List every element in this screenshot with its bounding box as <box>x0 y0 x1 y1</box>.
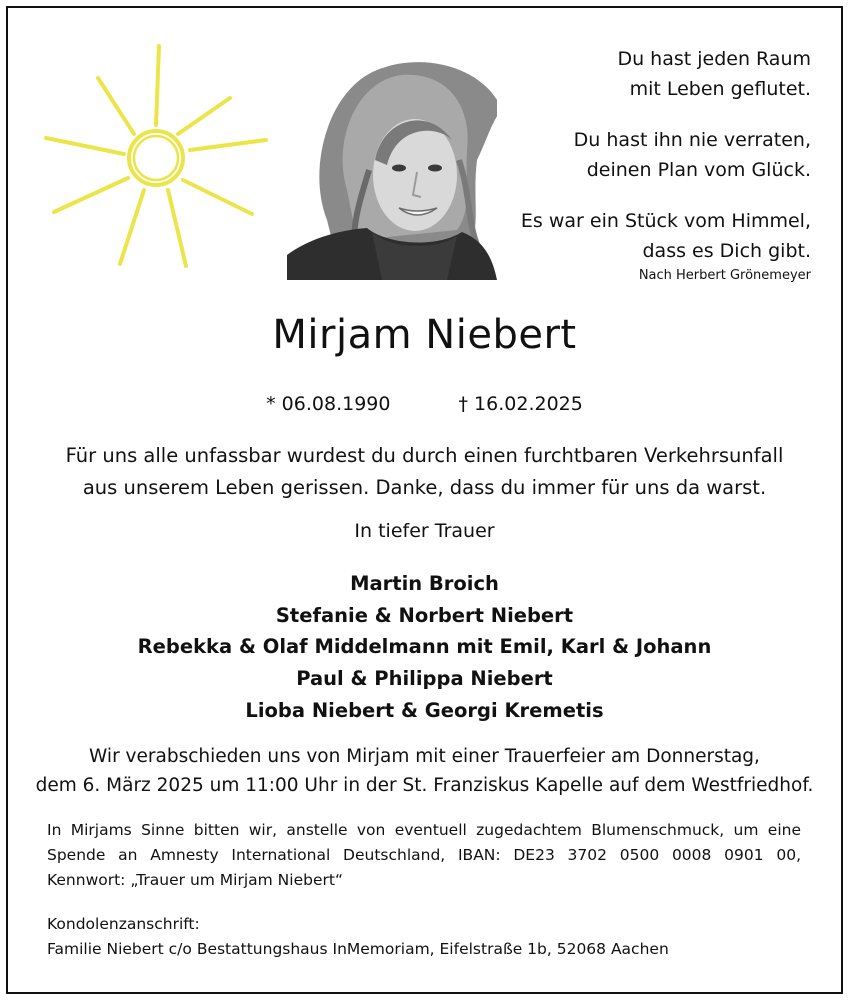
condolence-address <box>47 912 669 962</box>
donation-line: In Mirjams Sinne bitten wir, anstelle von eventuell zugedachtem Blumenschmuck, um eine <box>47 821 801 839</box>
donation-line: Kennwort: „Trauer um Mirjam Niebert“ <box>47 871 343 889</box>
donation-request <box>47 818 801 893</box>
condolence-address-text: Familie Niebert c/o Bestattungshaus InMemoriam, Eifelstraße 1b, 52068 Aachen <box>47 940 669 958</box>
sun-icon <box>40 40 272 272</box>
condolence-label: Kondolenzanschrift: <box>47 915 200 933</box>
poem-quote <box>521 44 811 268</box>
mourner-entry: Paul & Philippa Niebert <box>296 667 553 691</box>
mourner-entry: Martin Broich <box>350 572 499 595</box>
quote-stanza-3 <box>521 206 811 266</box>
mourners-list <box>0 568 849 727</box>
life-dates <box>0 393 849 415</box>
quote-line: dass es Dich gibt. <box>642 240 811 262</box>
quote-stanza-1 <box>521 44 811 104</box>
birth-date: * 06.08.1990 <box>266 393 391 415</box>
quote-credit: Nach Herbert Grönemeyer <box>638 268 811 283</box>
message-line: Für uns alle unfassbar wurdest du durch einen furchtbaren Verkehrsunfall <box>65 444 784 467</box>
death-date: † 16.02.2025 <box>458 393 583 415</box>
quote-line: mit Leben geflutet. <box>629 78 811 100</box>
mourner-entry: Stefanie & Norbert Niebert <box>275 603 574 627</box>
portrait-photo <box>287 50 497 280</box>
service-line: Wir verabschieden uns von Mirjam mit einer Trauerfeier am Donnerstag, <box>89 746 760 767</box>
memorial-message <box>40 440 809 504</box>
message-line: aus unserem Leben gerissen. Danke, dass du immer für uns da warst. <box>82 476 767 499</box>
quote-line: deinen Plan vom Glück. <box>586 159 811 181</box>
mourning-heading: In tiefer Trauer <box>354 520 495 542</box>
mourner-entry: Lioba Niebert & Georgi Kremetis <box>245 698 604 722</box>
quote-line: Du hast jeden Raum <box>617 48 811 70</box>
service-line: dem 6. März 2025 um 11:00 Uhr in der St. Franziskus Kapelle auf dem Westfriedhof. <box>35 775 814 796</box>
quote-line: Es war ein Stück vom Himmel, <box>520 210 811 232</box>
funeral-service-info <box>30 742 819 800</box>
deceased-name: Mirjam Niebert <box>272 312 577 358</box>
quote-line: Du hast ihn nie verraten, <box>573 129 811 151</box>
quote-stanza-2 <box>521 125 811 185</box>
mourner-entry: Rebekka & Olaf Middelmann mit Emil, Karl & Johann <box>137 635 712 659</box>
donation-line: Spende an Amnesty International Deutschland, IBAN: DE23 3702 0500 0008 0901 00, <box>47 846 801 864</box>
